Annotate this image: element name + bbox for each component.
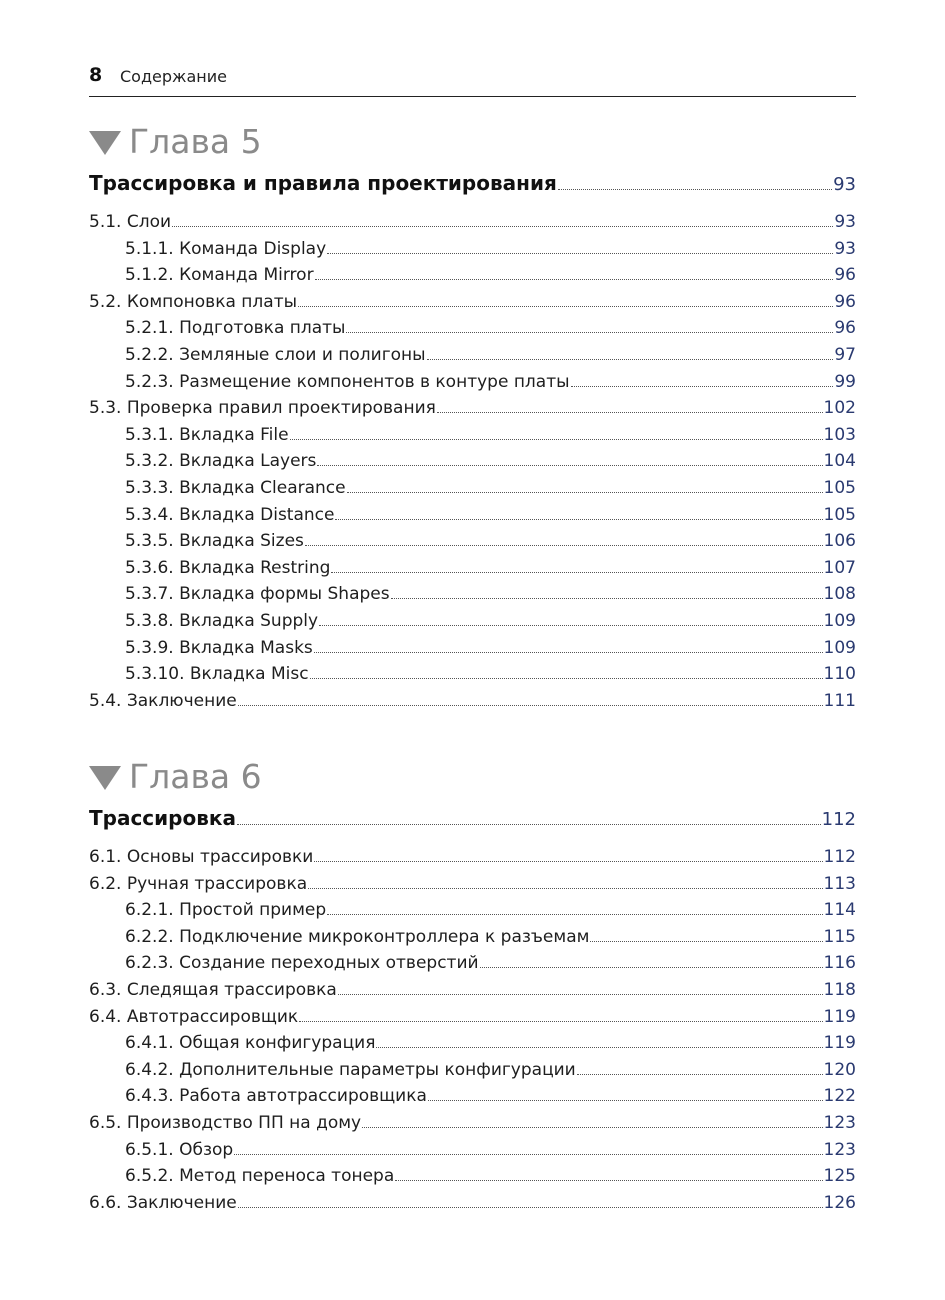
page-ref: 104 — [823, 451, 856, 472]
toc-entry[interactable] — [89, 345, 856, 365]
page-ref: 119 — [823, 1006, 856, 1027]
entry-title — [125, 451, 316, 471]
entry-number: 5.3.3. — [125, 478, 174, 498]
entry-number: 6.2.3. — [125, 953, 174, 974]
entry-text: Вкладка Clearance — [179, 478, 346, 498]
entry-title — [125, 345, 426, 365]
page-ref: 126 — [823, 1192, 856, 1213]
entry-text: Подготовка платы — [179, 318, 346, 339]
dot-leader — [480, 966, 823, 968]
entry-title — [125, 558, 330, 578]
chapter-heading — [89, 122, 856, 164]
dot-leader — [237, 823, 821, 825]
toc-entry[interactable] — [89, 874, 856, 894]
dot-leader — [315, 278, 834, 280]
entry-text: Производство ПП на дому — [126, 1113, 362, 1133]
entry-number: 6.3. — [89, 980, 122, 1000]
entry-text: Земляные слои и полигоны — [179, 345, 426, 365]
page-ref: 93 — [833, 174, 856, 195]
toc-entry[interactable] — [89, 584, 856, 604]
dot-leader — [327, 913, 822, 915]
entry-title — [125, 425, 289, 445]
entry-text: Вкладка Supply — [179, 611, 319, 631]
page-ref: 112 — [821, 809, 856, 830]
dot-leader — [376, 1046, 822, 1048]
running-title: Содержание — [120, 67, 227, 86]
entry-text: Компоновка платы — [126, 291, 298, 312]
page-ref: 123 — [823, 1139, 856, 1160]
toc-entry[interactable] — [89, 1033, 856, 1053]
chapter-label: Глава 5 — [129, 122, 262, 161]
page-ref: 123 — [823, 1113, 856, 1133]
toc-entry[interactable] — [89, 1060, 856, 1080]
entry-title — [125, 900, 326, 920]
page-ref: 97 — [834, 345, 856, 365]
entry-title — [125, 372, 570, 392]
chapter-title: Трассировка и правила проектирования — [89, 171, 557, 195]
page-ref: 111 — [823, 690, 856, 711]
dot-leader — [314, 651, 823, 653]
entry-number: 5.3.5. — [125, 531, 174, 552]
entry-text: Вкладка Sizes — [179, 531, 304, 552]
entry-title — [125, 318, 345, 338]
page-header — [89, 64, 856, 97]
chapter-title: Трассировка — [89, 806, 236, 830]
entry-title — [125, 927, 589, 947]
entry-title — [125, 265, 314, 285]
entry-number: 6.4.3. — [125, 1086, 174, 1107]
entry-title — [125, 1086, 427, 1106]
dot-leader — [571, 385, 834, 387]
entry-text: Метод переноса тонера — [179, 1166, 395, 1187]
dot-leader — [317, 464, 822, 466]
entry-title — [125, 1140, 233, 1160]
toc-entry[interactable] — [89, 212, 856, 232]
toc-entry[interactable] — [89, 398, 856, 418]
entry-number: 5.2.1. — [125, 318, 174, 339]
entry-text: Команда Display — [179, 238, 327, 259]
toc-entry[interactable] — [89, 664, 856, 684]
toc-entry[interactable] — [89, 318, 856, 338]
entry-title — [125, 1033, 375, 1053]
toc-entry[interactable] — [89, 558, 856, 578]
dot-leader — [590, 940, 822, 942]
entry-title — [89, 292, 297, 312]
entry-number: 5.4. — [89, 690, 122, 711]
toc-entry[interactable] — [89, 451, 856, 471]
dot-leader — [172, 225, 833, 227]
dot-leader — [437, 411, 823, 413]
entry-title — [89, 874, 307, 894]
entry-text: Работа автотрассировщика — [179, 1086, 427, 1107]
triangle-down-icon — [89, 131, 121, 155]
entry-text: Вкладка формы Shapes — [179, 584, 390, 605]
dot-leader — [558, 188, 832, 190]
toc-entry[interactable] — [89, 1140, 856, 1160]
entry-number: 5.1.1. — [125, 238, 174, 259]
dot-leader — [314, 860, 822, 862]
dot-leader — [298, 305, 833, 307]
dot-leader — [238, 1206, 823, 1208]
entry-number: 6.4. — [89, 1006, 122, 1027]
toc-entry[interactable] — [89, 531, 856, 551]
dot-leader — [234, 1153, 822, 1155]
toc-entry[interactable] — [89, 1166, 856, 1186]
dot-leader — [427, 358, 834, 360]
toc-entry[interactable] — [89, 239, 856, 259]
toc-entry[interactable] — [89, 611, 856, 631]
page-ref: 96 — [834, 318, 856, 339]
entry-number: 5.3.10. — [125, 664, 185, 685]
toc-entry[interactable] — [89, 1086, 856, 1106]
entry-number: 5.2. — [89, 291, 122, 312]
entry-title — [125, 611, 318, 631]
toc-entry[interactable] — [89, 292, 856, 312]
entry-number: 5.1.2. — [125, 265, 174, 286]
entry-number: 6.5.2. — [125, 1166, 174, 1187]
page-ref: 107 — [823, 557, 856, 578]
entry-title — [125, 1060, 576, 1080]
dot-leader — [327, 252, 833, 254]
entry-text: Заключение — [126, 1192, 237, 1213]
dot-leader — [391, 597, 823, 599]
toc-entry[interactable] — [89, 372, 856, 392]
entry-text: Следящая трассировка — [126, 980, 337, 1000]
chapter-section — [89, 757, 856, 1213]
entry-number: 6.4.1. — [125, 1033, 174, 1054]
dot-leader — [238, 704, 823, 706]
dot-leader — [331, 571, 822, 573]
page-ref: 120 — [823, 1059, 856, 1080]
toc-entry[interactable] — [89, 847, 856, 867]
page-ref: 113 — [823, 873, 856, 894]
page-ref: 112 — [823, 847, 856, 867]
page-ref: 118 — [823, 980, 856, 1000]
entry-title — [89, 398, 436, 418]
entry-text: Вкладка File — [179, 424, 289, 445]
entry-title — [125, 239, 326, 259]
page-ref: 96 — [834, 265, 856, 286]
entry-text: Команда Mirror — [179, 265, 314, 286]
toc-entry[interactable] — [89, 505, 856, 525]
page-ref: 93 — [834, 238, 856, 259]
page-ref: 106 — [823, 531, 856, 552]
entry-text: Слои — [126, 212, 172, 232]
entry-title — [125, 1166, 394, 1186]
entry-number: 6.2. — [89, 873, 122, 894]
dot-leader — [319, 624, 822, 626]
dot-leader — [308, 887, 822, 889]
entry-number: 5.3.2. — [125, 451, 174, 472]
chapter-label: Глава 6 — [129, 757, 262, 796]
toc-entry[interactable] — [89, 980, 856, 1000]
dot-leader — [338, 993, 823, 995]
chapter-heading — [89, 757, 856, 799]
page-ref: 102 — [823, 398, 856, 419]
page-ref: 105 — [823, 504, 856, 525]
chapter-section — [89, 122, 856, 711]
page-ref: 108 — [823, 584, 856, 605]
page-ref: 110 — [823, 664, 856, 685]
page-ref: 122 — [823, 1086, 856, 1107]
entry-number: 6.2.1. — [125, 900, 174, 921]
toc-entry[interactable] — [89, 425, 856, 445]
dot-leader — [428, 1099, 823, 1101]
entry-text: Вкладка Masks — [179, 637, 313, 658]
entry-text: Ручная трассировка — [126, 873, 308, 894]
entry-title — [89, 847, 313, 867]
entry-text: Вкладка Misc — [189, 664, 309, 685]
entry-number: 5.3.1. — [125, 424, 174, 445]
entry-number: 5.3.8. — [125, 611, 174, 631]
entry-text: Проверка правил проектирования — [126, 398, 436, 419]
toc-entry[interactable] — [89, 265, 856, 285]
entry-title — [125, 531, 304, 551]
dot-leader — [310, 677, 823, 679]
toc-entry[interactable] — [89, 478, 856, 498]
entry-text: Создание переходных отверстий — [179, 953, 479, 974]
dot-leader — [362, 1126, 822, 1128]
dot-leader — [347, 491, 823, 493]
entry-title — [125, 953, 479, 973]
entry-text: Размещение компонентов в контуре платы — [179, 371, 570, 392]
page-ref: 125 — [823, 1166, 856, 1187]
dot-leader — [335, 518, 822, 520]
entry-title — [125, 505, 334, 525]
entry-text: Вкладка Distance — [179, 504, 335, 525]
toc-entry[interactable] — [89, 1007, 856, 1027]
toc-entry[interactable] — [89, 1113, 856, 1133]
entry-text: Автотрассировщик — [126, 1006, 299, 1027]
entry-number: 5.1. — [89, 212, 122, 232]
entry-number: 5.3.4. — [125, 504, 174, 525]
chapter-title-row[interactable] — [89, 806, 856, 830]
page-ref: 105 — [823, 478, 856, 498]
entry-title — [125, 664, 309, 684]
triangle-down-icon — [89, 766, 121, 790]
entry-title — [89, 1193, 237, 1213]
page-ref: 109 — [823, 637, 856, 658]
page-ref: 103 — [823, 424, 856, 445]
entry-title — [89, 691, 237, 711]
dot-leader — [290, 438, 823, 440]
entry-number: 6.5. — [89, 1113, 122, 1133]
dot-leader — [577, 1073, 823, 1075]
dot-leader — [346, 331, 833, 333]
chapter-title-row[interactable] — [89, 171, 856, 195]
entry-text: Вкладка Restring — [179, 557, 331, 578]
entry-title — [89, 980, 337, 1000]
dot-leader — [299, 1020, 822, 1022]
entry-number: 6.6. — [89, 1192, 122, 1213]
entry-title — [125, 638, 313, 658]
toc-entry[interactable] — [89, 1193, 856, 1213]
entry-title — [89, 1113, 361, 1133]
page-ref: 96 — [834, 291, 856, 312]
entry-number: 5.3.6. — [125, 557, 174, 578]
page-ref: 93 — [834, 212, 856, 232]
page-ref: 115 — [823, 926, 856, 947]
toc-entry[interactable] — [89, 927, 856, 947]
dot-leader — [395, 1179, 822, 1181]
entry-number: 6.5.1. — [125, 1139, 174, 1160]
page-number: 8 — [89, 64, 103, 86]
entry-text: Вкладка Layers — [179, 451, 317, 472]
entry-text: Заключение — [126, 690, 237, 711]
entry-number: 5.3. — [89, 398, 122, 419]
toc-entry[interactable] — [89, 638, 856, 658]
page-ref: 109 — [823, 611, 856, 631]
entry-title — [125, 478, 346, 498]
page-ref: 99 — [834, 371, 856, 392]
page-ref: 119 — [823, 1033, 856, 1054]
dot-leader — [305, 544, 823, 546]
entry-number: 6.2.2. — [125, 926, 174, 947]
entry-title — [125, 584, 390, 604]
page-ref: 116 — [823, 953, 856, 974]
entry-title — [89, 212, 171, 232]
entry-text: Простой пример — [179, 900, 327, 921]
entry-number: 5.2.2. — [125, 345, 174, 365]
entry-number: 5.3.7. — [125, 584, 174, 605]
toc-entry[interactable] — [89, 691, 856, 711]
entry-number: 5.2.3. — [125, 371, 174, 392]
page-ref: 114 — [823, 900, 856, 921]
entry-text: Обзор — [179, 1139, 234, 1160]
entry-text: Основы трассировки — [126, 847, 314, 867]
entry-number: 5.3.9. — [125, 637, 174, 658]
entry-number: 6.1. — [89, 847, 122, 867]
entry-text: Дополнительные параметры конфигурации — [179, 1059, 576, 1080]
toc-entry[interactable] — [89, 900, 856, 920]
entry-number: 6.4.2. — [125, 1059, 174, 1080]
toc-entry[interactable] — [89, 953, 856, 973]
entry-text: Подключение микроконтроллера к разъемам — [179, 926, 590, 947]
entry-title — [89, 1007, 298, 1027]
entry-text: Общая конфигурация — [179, 1033, 376, 1054]
